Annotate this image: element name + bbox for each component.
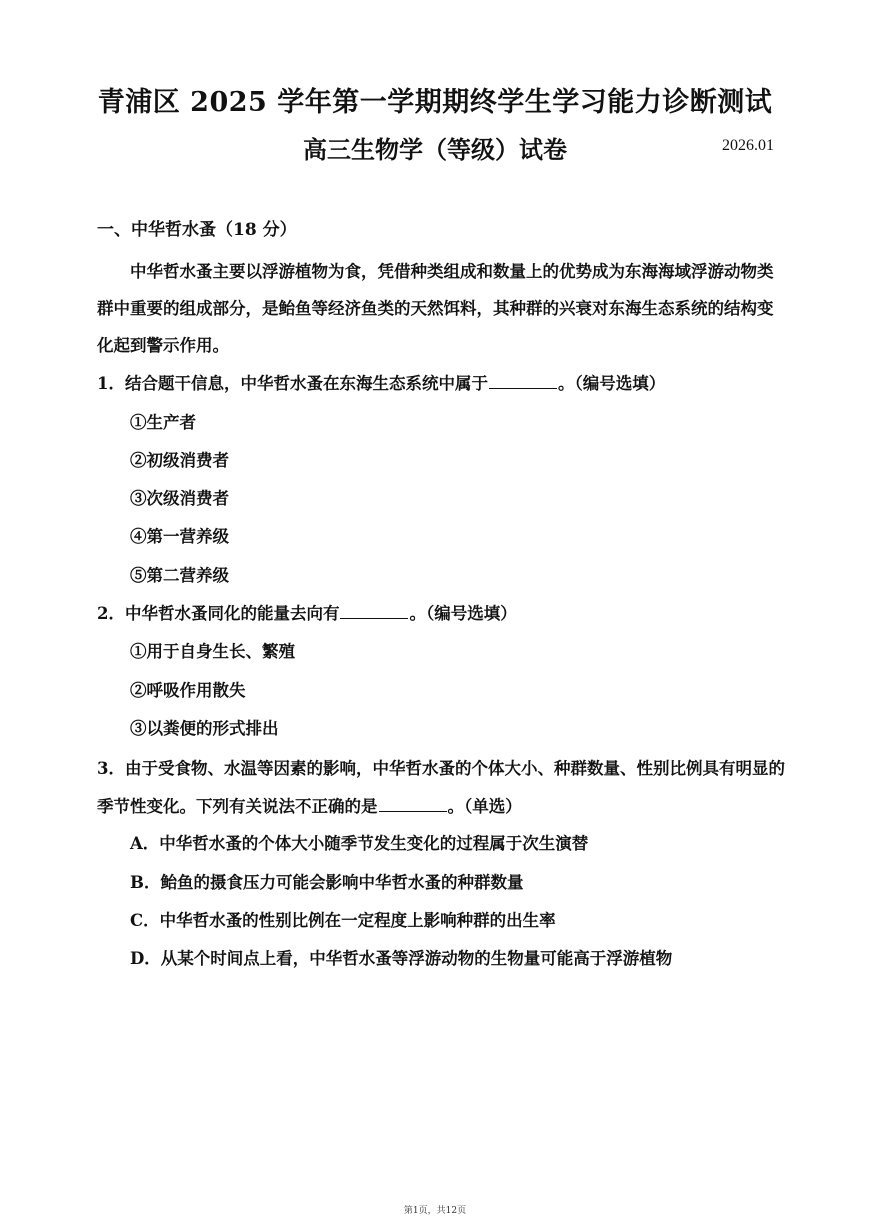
exam-date: 2026.01 xyxy=(722,137,774,154)
question-2-option: ①用于自身生长、繁殖 xyxy=(130,642,295,661)
question-1-option: ②初级消费者 xyxy=(130,451,229,470)
exam-subtitle: 高三生物学（等级）试卷 xyxy=(303,135,567,164)
page-number: 第1页，共12页 xyxy=(403,1206,467,1216)
question-3-stem xyxy=(97,750,787,826)
question-1-option: ①生产者 xyxy=(130,413,196,432)
question-2-text: 2．中华哲水蚤同化的能量去向有 xyxy=(97,604,340,623)
question-1-option: ⑤第二营养级 xyxy=(130,566,229,585)
section-intro: 中华哲水蚤主要以浮游植物为食，凭借种类组成和数量上的优势成为东海海域浮游动物类群中重要的组成部分，是鲐鱼等经济鱼类的天然饵料，其种群的兴衰对东海生态系统的结构变化起到警示作用。 xyxy=(97,262,774,355)
question-3-suffix: 。（单选） xyxy=(447,797,522,816)
question-3-option-c: C．中华哲水蚤的性别比例在一定程度上影响种群的出生率 xyxy=(130,911,556,930)
answer-blank-2[interactable] xyxy=(340,604,408,619)
question-2-suffix: 。（编号选填） xyxy=(409,604,517,623)
question-2-option: ③以粪便的形式排出 xyxy=(130,719,279,738)
answer-blank-1[interactable] xyxy=(489,374,557,389)
question-1-option: ③次级消费者 xyxy=(130,489,229,508)
answer-blank-3[interactable] xyxy=(379,797,447,812)
question-3-option-b: B．鲐鱼的摄食压力可能会影响中华哲水蚤的种群数量 xyxy=(130,873,524,892)
question-1-suffix: 。（编号选填） xyxy=(557,374,666,393)
question-1-text: 1．结合题干信息，中华哲水蚤在东海生态系统中属于 xyxy=(97,374,488,393)
question-3-text: 3．由于受食物、水温等因素的影响，中华哲水蚤的个体大小、种群数量、性别比例具有明显的季节性变化。下列有关说法不正确的是 xyxy=(97,759,785,816)
question-2-option: ②呼吸作用散失 xyxy=(130,681,246,700)
question-1-option: ④第一营养级 xyxy=(130,527,229,546)
question-3-option-a: A．中华哲水蚤的个体大小随季节发生变化的过程属于次生演替 xyxy=(130,834,589,853)
question-1-stem xyxy=(97,370,665,394)
question-3-option-d: D．从某个时间点上看，中华哲水蚤等浮游动物的生物量可能高于浮游植物 xyxy=(130,949,673,968)
section-heading: 一、中华哲水蚤（18 分） xyxy=(97,220,297,240)
question-2-stem xyxy=(97,600,517,624)
exam-title: 青浦区 2025 学年第一学期期终学生学习能力诊断测试 xyxy=(97,87,773,118)
